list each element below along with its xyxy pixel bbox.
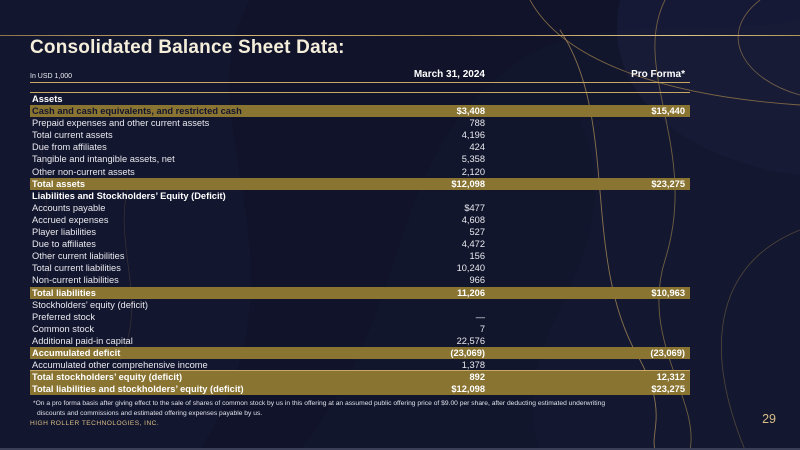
table-row xyxy=(30,287,690,299)
row-value-march xyxy=(355,299,485,311)
row-value-proforma xyxy=(485,359,690,371)
row-label: Tangible and intangible assets, net xyxy=(32,154,175,165)
row-value-proforma xyxy=(485,299,690,311)
unit-label: In USD 1,000 xyxy=(30,73,73,80)
row-value-march: 11,206 xyxy=(457,287,485,298)
row-label: Preferred stock xyxy=(32,311,96,322)
table-row xyxy=(30,129,690,141)
row-label: Liabilities and Stockholders’ Equity (Deficit) xyxy=(32,190,226,201)
row-value-proforma xyxy=(485,153,690,165)
row-value-proforma xyxy=(485,274,690,286)
row-label: Accounts payable xyxy=(32,202,106,213)
row-label: Stockholders’ equity (deficit) xyxy=(32,299,148,310)
row-value-proforma xyxy=(485,250,690,262)
row-value-march: — xyxy=(475,311,485,322)
row-label: Accrued expenses xyxy=(32,214,109,225)
table-row xyxy=(30,311,690,323)
row-label: Player liabilities xyxy=(32,227,97,238)
top-divider-line xyxy=(0,35,800,36)
row-value-march: 10,240 xyxy=(456,263,485,274)
row-value-proforma xyxy=(485,166,690,178)
table-row xyxy=(30,274,690,286)
row-value-march: 2,120 xyxy=(461,166,485,177)
row-label: Other non-current assets xyxy=(32,166,135,177)
table-row xyxy=(30,383,690,395)
company-name: HIGH ROLLER TECHNOLOGIES, INC. xyxy=(30,420,160,427)
row-label: Total assets xyxy=(32,178,86,189)
row-value-march: 4,196 xyxy=(461,130,485,141)
row-label: Total liabilities and stockholders’ equity (deficit) xyxy=(32,384,244,395)
section-row xyxy=(30,93,690,105)
row-label: Common stock xyxy=(32,323,94,334)
row-label: Total stockholders’ equity (deficit) xyxy=(32,372,183,383)
row-value-march: 22,576 xyxy=(456,335,485,346)
table-row xyxy=(30,202,690,214)
row-value-proforma: $15,440 xyxy=(651,106,685,117)
table-row xyxy=(30,178,690,190)
row-label: Assets xyxy=(32,94,63,104)
table-row xyxy=(30,359,690,371)
table-row xyxy=(30,226,690,238)
row-value-proforma xyxy=(485,311,690,323)
balance-sheet-table xyxy=(30,62,690,395)
row-value-proforma xyxy=(485,262,690,274)
column-header-pro-forma: Pro Forma* xyxy=(631,69,685,80)
row-value-proforma xyxy=(485,202,690,214)
header-double-rule xyxy=(30,83,690,93)
row-value-march: 892 xyxy=(469,372,485,383)
page-number: 29 xyxy=(762,412,776,426)
row-value-proforma xyxy=(485,238,690,250)
table-row xyxy=(30,105,690,117)
table-row xyxy=(30,117,690,129)
row-value-march: $12,098 xyxy=(451,384,485,395)
table-header-row xyxy=(30,62,690,83)
table-row xyxy=(30,166,690,178)
row-value-march: (23,069) xyxy=(450,347,485,358)
row-value-march: 788 xyxy=(469,118,485,129)
row-value-proforma xyxy=(485,226,690,238)
row-value-proforma: $23,275 xyxy=(651,178,685,189)
section-row xyxy=(30,190,690,202)
row-value-march xyxy=(355,93,485,105)
row-label: Due from affiliates xyxy=(32,142,107,153)
footnote: *On a pro forma basis after giving effect to the sale of shares of common stock by us in this offering at an assumed public offering price of $9.00 per share, after deducting estimated underwriting discounts and commissions and estimated offering expenses payable by us. xyxy=(33,400,606,417)
row-label: Accumulated deficit xyxy=(32,347,121,358)
row-value-march: $3,408 xyxy=(456,106,485,117)
row-value-proforma xyxy=(485,141,690,153)
row-value-march: 527 xyxy=(469,227,485,238)
row-value-march: 4,472 xyxy=(461,239,485,250)
row-label: Cash and cash equivalents, and restricted cash xyxy=(32,106,242,117)
row-value-proforma: 12,312 xyxy=(656,372,685,383)
row-value-proforma xyxy=(485,323,690,335)
table-row xyxy=(30,371,690,383)
row-value-proforma: $10,963 xyxy=(651,287,685,298)
table-row xyxy=(30,250,690,262)
table-row xyxy=(30,214,690,226)
row-value-proforma: (23,069) xyxy=(650,347,685,358)
table-body xyxy=(30,93,690,395)
row-value-march: $12,098 xyxy=(451,178,485,189)
table-row xyxy=(30,347,690,359)
table-row xyxy=(30,238,690,250)
row-value-march: 7 xyxy=(479,323,485,334)
row-label: Total current liabilities xyxy=(32,263,121,274)
row-value-proforma xyxy=(485,93,690,105)
table-row xyxy=(30,299,690,311)
table-row xyxy=(30,141,690,153)
row-value-march xyxy=(355,190,485,202)
row-label: Total liabilities xyxy=(32,287,96,298)
row-value-proforma xyxy=(485,190,690,202)
row-value-march: $477 xyxy=(464,202,485,213)
table-row xyxy=(30,262,690,274)
row-value-proforma: $23,275 xyxy=(651,384,685,395)
row-value-march: 156 xyxy=(469,251,485,262)
row-value-proforma xyxy=(485,129,690,141)
row-value-march: 5,358 xyxy=(461,154,485,165)
table-row xyxy=(30,335,690,347)
row-label: Additional paid-in capital xyxy=(32,335,133,346)
table-row xyxy=(30,153,690,165)
row-value-march: 1,378 xyxy=(461,360,485,371)
row-label: Due to affiliates xyxy=(32,239,96,250)
row-label: Prepaid expenses and other current assets xyxy=(32,118,210,129)
page-title: Consolidated Balance Sheet Data: xyxy=(30,37,345,58)
row-value-proforma xyxy=(485,214,690,226)
row-value-proforma xyxy=(485,117,690,129)
row-label: Total current assets xyxy=(32,130,113,141)
row-value-march: 424 xyxy=(469,142,485,153)
row-label: Non-current liabilities xyxy=(32,275,119,286)
row-value-march: 4,608 xyxy=(461,214,485,225)
row-label: Other current liabilities xyxy=(32,251,125,262)
row-value-march: 966 xyxy=(469,275,485,286)
row-value-proforma xyxy=(485,335,690,347)
row-label: Accumulated other comprehensive income xyxy=(32,360,208,371)
column-header-march-31-2024: March 31, 2024 xyxy=(413,69,485,80)
table-row xyxy=(30,323,690,335)
